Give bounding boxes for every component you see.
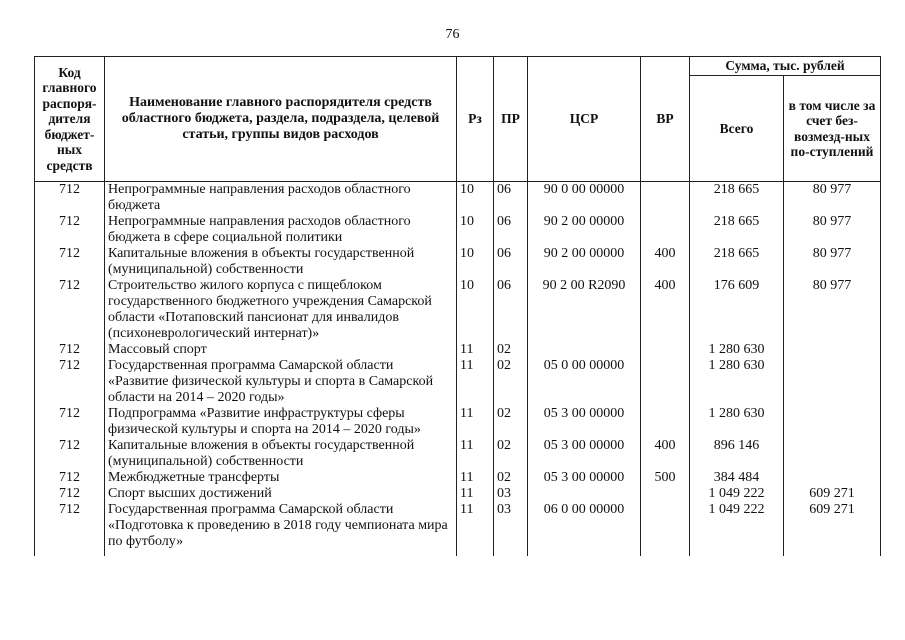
cell-pr: 02 <box>494 358 528 406</box>
cell-code: 712 <box>35 214 105 246</box>
cell-csr <box>528 342 641 358</box>
cell-csr: 05 0 00 00000 <box>528 358 641 406</box>
cell-name: Капитальные вложения в объекты государственной (муниципальной) собственности <box>105 438 457 470</box>
cell-vr: 400 <box>641 278 690 342</box>
cell-pr: 03 <box>494 502 528 556</box>
cell-name: Межбюджетные трансферты <box>105 470 457 486</box>
cell-code: 712 <box>35 438 105 470</box>
cell-csr <box>528 486 641 502</box>
cell-total: 1 280 630 <box>690 406 784 438</box>
cell-free: 80 977 <box>784 278 881 342</box>
cell-free <box>784 342 881 358</box>
cell-name: Строительство жилого корпуса с пищеблоком государственного бюджетного учреждения Самарской области «Потаповский пансионат для инвалидов (психоневрологический интернат)» <box>105 278 457 342</box>
cell-name: Государственная программа Самарской области «Подготовка к проведению в 2018 году чемпионата мира по футболу» <box>105 502 457 556</box>
cell-rz: 11 <box>457 502 494 556</box>
table-row <box>35 358 881 406</box>
cell-vr <box>641 182 690 215</box>
cell-total: 218 665 <box>690 246 784 278</box>
cell-rz: 11 <box>457 406 494 438</box>
cell-pr: 02 <box>494 406 528 438</box>
cell-code: 712 <box>35 182 105 215</box>
cell-free: 80 977 <box>784 182 881 215</box>
header-rz: Рз <box>457 57 494 182</box>
cell-vr: 400 <box>641 438 690 470</box>
cell-code: 712 <box>35 470 105 486</box>
cell-csr: 05 3 00 00000 <box>528 438 641 470</box>
cell-vr <box>641 342 690 358</box>
cell-free: 80 977 <box>784 246 881 278</box>
cell-vr <box>641 358 690 406</box>
budget-table <box>34 56 881 556</box>
cell-code: 712 <box>35 342 105 358</box>
cell-code: 712 <box>35 406 105 438</box>
cell-csr: 05 3 00 00000 <box>528 406 641 438</box>
header-vr: ВР <box>641 57 690 182</box>
table-body <box>35 182 881 557</box>
cell-name: Спорт высших достижений <box>105 486 457 502</box>
cell-csr: 05 3 00 00000 <box>528 470 641 486</box>
table-row <box>35 470 881 486</box>
cell-vr <box>641 406 690 438</box>
cell-free <box>784 438 881 470</box>
cell-free <box>784 470 881 486</box>
cell-vr <box>641 214 690 246</box>
cell-code: 712 <box>35 486 105 502</box>
cell-total: 1 280 630 <box>690 358 784 406</box>
cell-pr: 02 <box>494 342 528 358</box>
cell-name: Непрограммные направления расходов областного бюджета в сфере социальной политики <box>105 214 457 246</box>
cell-total: 1 049 222 <box>690 486 784 502</box>
cell-name: Непрограммные направления расходов областного бюджета <box>105 182 457 215</box>
cell-pr: 06 <box>494 182 528 215</box>
cell-free: 609 271 <box>784 486 881 502</box>
table-row <box>35 486 881 502</box>
cell-total: 896 146 <box>690 438 784 470</box>
cell-free: 80 977 <box>784 214 881 246</box>
cell-code: 712 <box>35 358 105 406</box>
cell-name: Массовый спорт <box>105 342 457 358</box>
cell-code: 712 <box>35 502 105 556</box>
cell-rz: 11 <box>457 358 494 406</box>
cell-pr: 06 <box>494 246 528 278</box>
cell-vr <box>641 486 690 502</box>
header-free: в том числе за счет без-возмезд-ных по-ступлений <box>784 76 881 182</box>
cell-total: 176 609 <box>690 278 784 342</box>
cell-csr: 90 2 00 R2090 <box>528 278 641 342</box>
cell-csr: 90 0 00 00000 <box>528 182 641 215</box>
cell-rz: 10 <box>457 278 494 342</box>
cell-code: 712 <box>35 246 105 278</box>
cell-csr: 90 2 00 00000 <box>528 246 641 278</box>
cell-total: 1 049 222 <box>690 502 784 556</box>
cell-free <box>784 406 881 438</box>
cell-pr: 06 <box>494 214 528 246</box>
cell-name: Государственная программа Самарской области «Развитие физической культуры и спорта в Самарской области на 2014 – 2020 годы» <box>105 358 457 406</box>
cell-rz: 11 <box>457 342 494 358</box>
header-name: Наименование главного распорядителя средств областного бюджета, раздела, подраздела, целевой статьи, группы видов расходов <box>105 57 457 182</box>
table-row <box>35 406 881 438</box>
cell-rz: 10 <box>457 246 494 278</box>
header-code: Код главного распоря-дителя бюджет-ных средств <box>35 57 105 182</box>
cell-total: 1 280 630 <box>690 342 784 358</box>
table-row <box>35 214 881 246</box>
cell-name: Капитальные вложения в объекты государственной (муниципальной) собственности <box>105 246 457 278</box>
header-pr: ПР <box>494 57 528 182</box>
cell-vr: 500 <box>641 470 690 486</box>
cell-pr: 06 <box>494 278 528 342</box>
cell-rz: 11 <box>457 470 494 486</box>
cell-total: 218 665 <box>690 182 784 215</box>
page-number: 76 <box>445 27 460 42</box>
cell-rz: 10 <box>457 214 494 246</box>
header-csr: ЦСР <box>528 57 641 182</box>
cell-total: 384 484 <box>690 470 784 486</box>
cell-csr: 06 0 00 00000 <box>528 502 641 556</box>
cell-code: 712 <box>35 278 105 342</box>
cell-name: Подпрограмма «Развитие инфраструктуры сферы физической культуры и спорта на 2014 – 2020 годы» <box>105 406 457 438</box>
table-row <box>35 438 881 470</box>
cell-total: 218 665 <box>690 214 784 246</box>
table-row <box>35 278 881 342</box>
table-row <box>35 502 881 556</box>
table-row <box>35 182 881 215</box>
table-row <box>35 342 881 358</box>
cell-vr <box>641 502 690 556</box>
cell-rz: 11 <box>457 438 494 470</box>
cell-rz: 11 <box>457 486 494 502</box>
cell-csr: 90 2 00 00000 <box>528 214 641 246</box>
cell-rz: 10 <box>457 182 494 215</box>
cell-free <box>784 358 881 406</box>
cell-free: 609 271 <box>784 502 881 556</box>
cell-pr: 02 <box>494 470 528 486</box>
header-total: Всего <box>690 76 784 182</box>
cell-pr: 02 <box>494 438 528 470</box>
cell-pr: 03 <box>494 486 528 502</box>
cell-vr: 400 <box>641 246 690 278</box>
table-row <box>35 246 881 278</box>
header-sum: Сумма, тыс. рублей <box>690 57 881 76</box>
